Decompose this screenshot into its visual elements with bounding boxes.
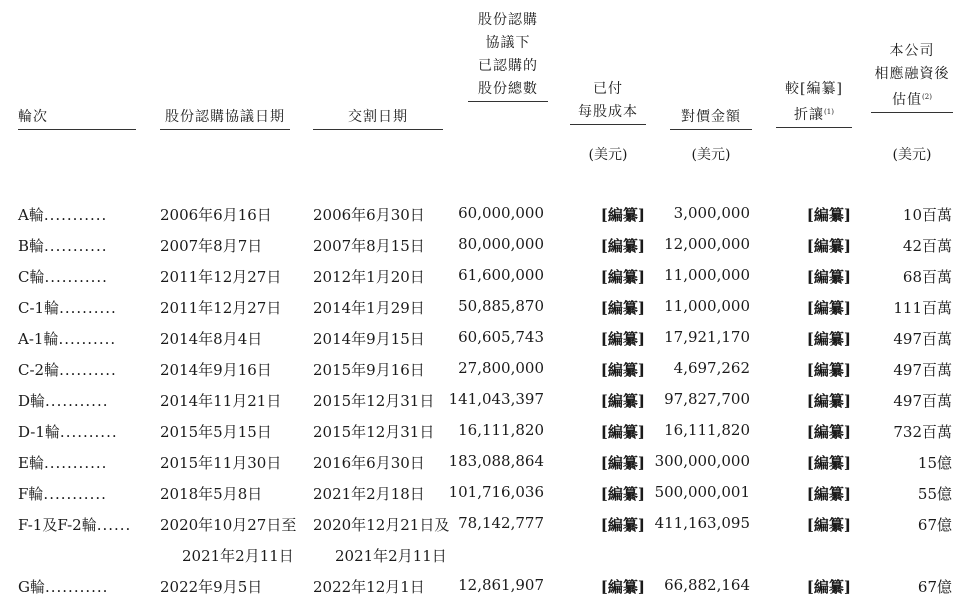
- consideration-amount-cell: 3,000,000: [673, 204, 750, 222]
- round-label: C-1輪: [18, 299, 60, 317]
- cost-per-share-cell: [編纂]: [600, 516, 645, 534]
- cost-per-share-cell: [編纂]: [600, 206, 645, 224]
- round-label: G輪: [18, 578, 45, 596]
- leader-dots: ..........: [59, 423, 118, 441]
- cost-per-share-cell: [編纂]: [600, 268, 645, 286]
- agreement-date-cell: 2018年5月8日: [160, 485, 263, 503]
- round-cell: [18, 297, 117, 318]
- shares-cell: 61,600,000: [458, 266, 544, 284]
- valuation-cell: 55億: [917, 485, 952, 503]
- agreement-date-cell: 2015年5月15日: [160, 423, 272, 441]
- table-row: [0, 478, 970, 509]
- leader-dots: ...........: [43, 485, 107, 503]
- discount-cell: [編纂]: [806, 516, 851, 534]
- valuation-cell: 68百萬: [902, 268, 952, 286]
- leader-dots: ...........: [44, 268, 108, 286]
- leader-dots: ...........: [45, 392, 109, 410]
- valuation-cell: 67億: [917, 516, 952, 534]
- consideration-amount-cell: 11,000,000: [664, 297, 750, 315]
- shares-cell: 183,088,864: [448, 452, 544, 470]
- discount-cell: [編纂]: [806, 268, 851, 286]
- table-row: [0, 385, 970, 416]
- discount-cell: [編纂]: [806, 423, 851, 441]
- round-cell: [18, 235, 107, 256]
- cost-per-share-cell: [編纂]: [600, 423, 645, 441]
- cost-per-share-cell: [編纂]: [600, 578, 645, 596]
- closing-date-cell: 2006年6月30日: [313, 206, 425, 224]
- leader-dots: ...........: [43, 454, 108, 472]
- table-row: [0, 509, 970, 565]
- table-row: [0, 199, 970, 230]
- consideration-amount-cell: 11,000,000: [664, 266, 750, 284]
- consideration-amount-cell: 300,000,000: [654, 452, 750, 470]
- discount-cell: [編纂]: [806, 361, 851, 379]
- round-cell: [18, 359, 117, 380]
- table-row: [0, 261, 970, 292]
- agreement-date-cell: 2006年6月16日: [160, 206, 272, 224]
- agreement-date-cell: 2020年10月27日至: [160, 516, 297, 534]
- shares-cell: 141,043,397: [448, 390, 544, 408]
- round-label: A輪: [18, 206, 44, 224]
- cost-per-share-cell: [編纂]: [600, 330, 645, 348]
- cost-per-share-cell: [編纂]: [600, 392, 645, 410]
- round-cell: [18, 266, 108, 287]
- round-cell: [18, 483, 107, 504]
- cost-per-share-cell: [編纂]: [600, 299, 645, 317]
- valuation-cell: 497百萬: [893, 392, 952, 410]
- closing-date-cell: 2022年12月1日: [313, 578, 425, 596]
- leader-dots: ...........: [43, 206, 108, 224]
- header-shares: 股份認購 協議下 已認購的 股份總數: [468, 9, 548, 102]
- discount-cell: [編纂]: [806, 392, 851, 410]
- round-label: E輪: [18, 454, 44, 472]
- header-valuation: 本公司 相應融資後 估值$^{(2)}$: [871, 40, 953, 113]
- leader-dots: ...........: [44, 237, 108, 255]
- round-label: C-2輪: [18, 361, 60, 379]
- discount-cell: [編纂]: [806, 237, 851, 255]
- shares-cell: 16,111,820: [458, 421, 544, 439]
- discount-cell: [編纂]: [806, 299, 851, 317]
- cost-per-share-cell: [編纂]: [600, 237, 645, 255]
- agreement-date-cell: 2015年11月30日: [160, 454, 282, 472]
- closing-date-cell: 2007年8月15日: [313, 237, 425, 255]
- header-closing-date: 交割日期: [313, 106, 443, 130]
- closing-date-cell-line2: 2021年2月11日: [335, 547, 447, 565]
- footnote-1-marker: (1): [824, 108, 834, 116]
- agreement-date-cell: 2022年9月5日: [160, 578, 263, 596]
- valuation-cell: 15億: [917, 454, 952, 472]
- valuation-cell: 42百萬: [902, 237, 952, 255]
- cost-per-share-cell: [編纂]: [600, 485, 645, 503]
- header-round: 輪次: [18, 106, 136, 130]
- shares-cell: 101,716,036: [448, 483, 544, 501]
- discount-cell: [編纂]: [806, 454, 851, 472]
- shares-cell: 60,605,743: [458, 328, 544, 346]
- discount-cell: [編纂]: [806, 578, 851, 596]
- round-cell: [18, 576, 108, 597]
- agreement-date-cell-line2: 2021年2月11日: [182, 547, 294, 565]
- valuation-cell: 732百萬: [893, 423, 952, 441]
- round-label: D-1輪: [18, 423, 60, 441]
- unit-cost: (美元): [588, 147, 628, 163]
- table-row: [0, 292, 970, 323]
- leader-dots: ..........: [59, 361, 117, 379]
- consideration-amount-cell: 97,827,700: [664, 390, 750, 408]
- consideration-amount-cell: 4,697,262: [673, 359, 750, 377]
- header-cost-per-share: 已付 每股成本: [570, 78, 646, 125]
- closing-date-cell: 2016年6月30日: [313, 454, 425, 472]
- discount-cell: [編纂]: [806, 330, 851, 348]
- closing-date-cell: 2014年1月29日: [313, 299, 425, 317]
- table-row: [0, 354, 970, 385]
- consideration-amount-cell: 411,163,095: [654, 514, 750, 532]
- consideration-amount-cell: 12,000,000: [664, 235, 750, 253]
- round-cell: [18, 204, 107, 225]
- valuation-cell: 497百萬: [893, 330, 952, 348]
- agreement-date-cell: 2014年11月21日: [160, 392, 282, 410]
- round-cell: [18, 328, 116, 349]
- table-row: [0, 416, 970, 447]
- valuation-cell: 67億: [917, 578, 952, 596]
- shares-cell: 50,885,870: [458, 297, 544, 315]
- table-row: [0, 571, 970, 602]
- discount-cell: [編纂]: [806, 485, 851, 503]
- closing-date-cell: 2021年2月18日: [313, 485, 425, 503]
- round-label: B輪: [18, 237, 45, 255]
- shares-cell: 60,000,000: [458, 204, 544, 222]
- consideration-amount-cell: 500,000,001: [654, 483, 750, 501]
- round-label: C輪: [18, 268, 45, 286]
- table-row: [0, 230, 970, 261]
- shares-cell: 78,142,777: [458, 514, 544, 532]
- cost-per-share-cell: [編纂]: [600, 454, 645, 472]
- header-discount: 較[編纂] 折讓$^{(1)}$: [776, 78, 852, 128]
- closing-date-cell: 2012年1月20日: [313, 268, 425, 286]
- agreement-date-cell: 2011年12月27日: [160, 268, 282, 286]
- closing-date-cell: 2015年9月16日: [313, 361, 425, 379]
- closing-date-cell: 2020年12月21日及: [313, 516, 450, 534]
- leader-dots: ...........: [44, 578, 109, 596]
- round-label: D輪: [18, 392, 46, 410]
- footnote-2-marker: (2): [922, 93, 932, 101]
- consideration-amount-cell: 17,921,170: [664, 328, 750, 346]
- valuation-cell: 497百萬: [893, 361, 952, 379]
- leader-dots: ..........: [58, 330, 117, 348]
- round-label: F-1及F-2輪: [18, 516, 97, 534]
- table-row: [0, 323, 970, 354]
- round-cell: [18, 421, 118, 442]
- table-row: [0, 447, 970, 478]
- agreement-date-cell: 2014年8月4日: [160, 330, 263, 348]
- round-cell: [18, 514, 131, 535]
- shares-cell: 12,861,907: [458, 576, 544, 594]
- round-cell: [18, 390, 108, 411]
- closing-date-cell: 2015年12月31日: [313, 392, 435, 410]
- agreement-date-cell: 2007年8月7日: [160, 237, 263, 255]
- unit-valuation: (美元): [892, 147, 932, 163]
- agreement-date-cell: 2011年12月27日: [160, 299, 282, 317]
- round-label: F輪: [18, 485, 44, 503]
- agreement-date-cell: 2014年9月16日: [160, 361, 272, 379]
- header-consideration-amount: 對價金額: [670, 106, 752, 130]
- valuation-cell: 10百萬: [902, 206, 952, 224]
- valuation-cell: 111百萬: [893, 299, 952, 317]
- leader-dots: ..........: [59, 299, 117, 317]
- cost-per-share-cell: [編纂]: [600, 361, 645, 379]
- consideration-amount-cell: 66,882,164: [664, 576, 750, 594]
- leader-dots: ......: [96, 516, 132, 534]
- unit-amount: (美元): [691, 147, 731, 163]
- closing-date-cell: 2014年9月15日: [313, 330, 425, 348]
- round-cell: [18, 452, 107, 473]
- shares-cell: 27,800,000: [458, 359, 544, 377]
- closing-date-cell: 2015年12月31日: [313, 423, 435, 441]
- discount-cell: [編纂]: [806, 206, 851, 224]
- header-agreement-date: 股份認購協議日期: [160, 106, 290, 130]
- round-label: A-1輪: [18, 330, 59, 348]
- shares-cell: 80,000,000: [458, 235, 544, 253]
- consideration-amount-cell: 16,111,820: [664, 421, 750, 439]
